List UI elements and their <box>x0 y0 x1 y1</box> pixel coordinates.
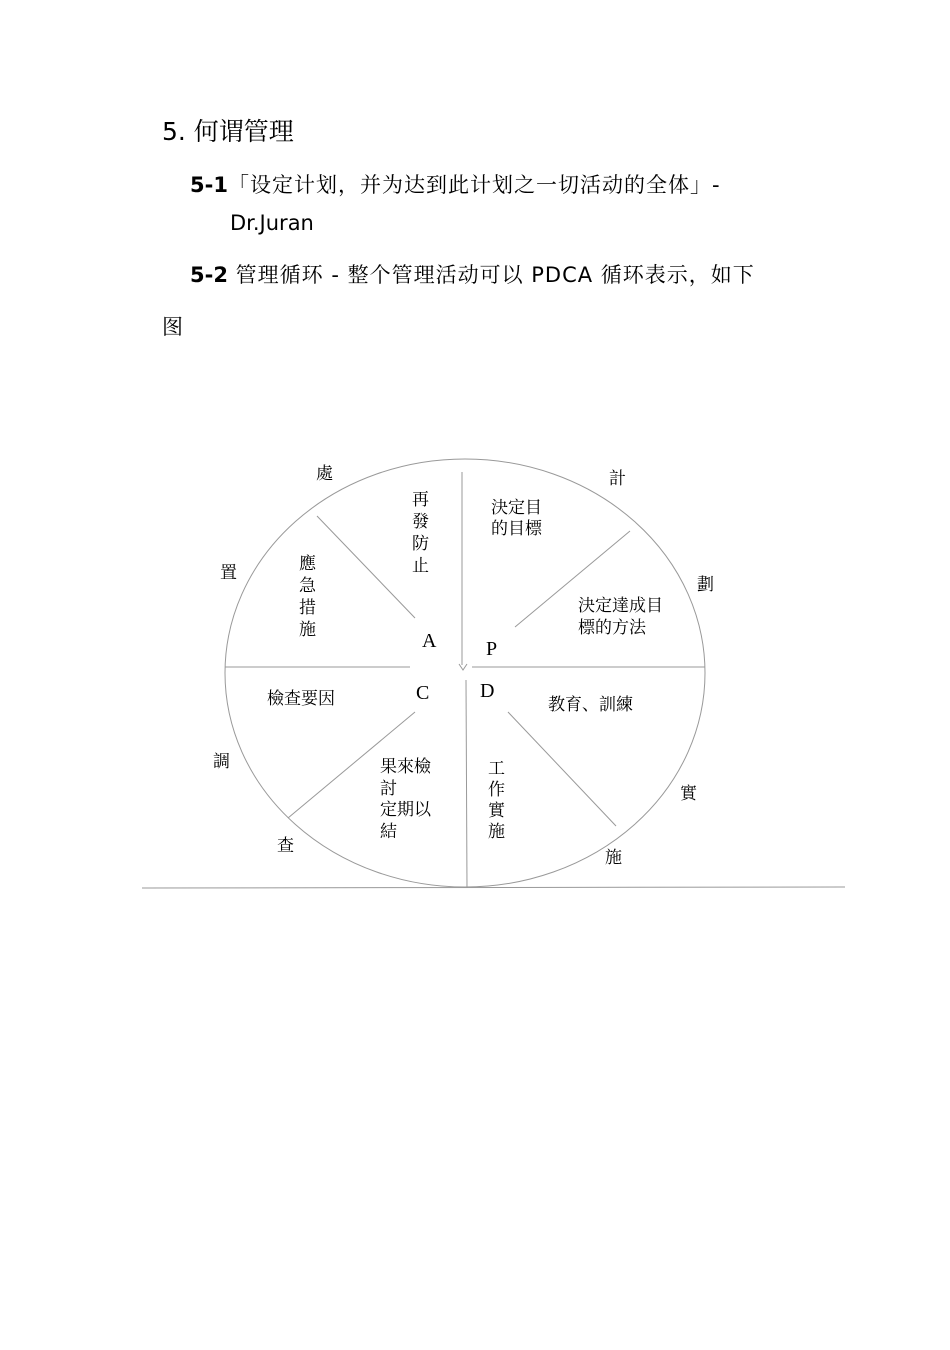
segment-label-line: 發 <box>412 512 429 532</box>
pdca-cycle-diagram <box>0 440 950 900</box>
segment-label-line: 止 <box>412 556 429 576</box>
segment-label-line: 討 <box>380 779 397 799</box>
segment-label-line: 應 <box>299 554 316 574</box>
divider-lower-right <box>508 712 616 826</box>
quadrant-letter-d: D <box>480 680 495 702</box>
segment-label-line: 工 <box>488 759 505 779</box>
segment-label-line: 施 <box>299 620 316 640</box>
segment-label: 檢查要因 <box>267 689 335 709</box>
segment-label-line: 果來檢 <box>380 757 431 777</box>
segment-label-line: 結 <box>380 822 397 842</box>
segment-label-line: 急 <box>299 576 316 596</box>
quadrant-letter-p: P <box>486 638 498 660</box>
segment-label-line: 措 <box>299 598 316 618</box>
section-number: 5-1 <box>190 173 228 197</box>
pdca-text: 管理循环 - 整个管理活动可以 PDCA 循环表示，如下 <box>235 263 755 287</box>
segment-label-line: 定期以 <box>380 800 431 820</box>
outer-label: 調 <box>213 752 230 772</box>
pdca-paragraph-continuation: 图 <box>162 315 184 339</box>
pdca-paragraph <box>190 260 755 290</box>
definition-attribution: Dr.Juran <box>230 211 314 235</box>
segment-label-line: 施 <box>488 822 505 842</box>
outer-label: 計 <box>609 469 626 489</box>
outer-label: 實 <box>680 784 697 804</box>
section-heading: 5. 何谓管理 <box>162 117 294 146</box>
segment-label-line: 決定達成目 <box>578 596 663 616</box>
divider-upper-left <box>317 516 415 618</box>
segment-label-line: 的目標 <box>491 519 542 539</box>
divider-bottom <box>466 680 467 888</box>
center-arrow-icon <box>459 664 467 670</box>
segment-label-line: 防 <box>412 534 429 554</box>
segment-label-line: 標的方法 <box>578 618 646 638</box>
section-number: 5-2 <box>190 263 228 287</box>
outer-label: 施 <box>605 848 622 868</box>
quadrant-letter-c: C <box>416 682 430 704</box>
segment-label-line: 實 <box>488 801 505 821</box>
segment-label-line: 再 <box>412 490 429 510</box>
segment-label-line: 作 <box>488 780 505 800</box>
outer-label: 劃 <box>697 575 714 595</box>
outer-label: 置 <box>220 563 237 583</box>
baseline <box>142 887 845 888</box>
segment-label-line: 決定目 <box>491 498 542 518</box>
definition-text: 「设定计划，并为达到此计划之一切活动的全体」- <box>227 173 721 197</box>
segment-label: 教育、訓練 <box>548 695 633 715</box>
outer-label: 查 <box>277 836 294 856</box>
outer-label: 處 <box>316 464 333 484</box>
definition-paragraph <box>190 170 721 200</box>
cycle-circle <box>225 459 705 887</box>
quadrant-letter-a: A <box>422 630 437 652</box>
